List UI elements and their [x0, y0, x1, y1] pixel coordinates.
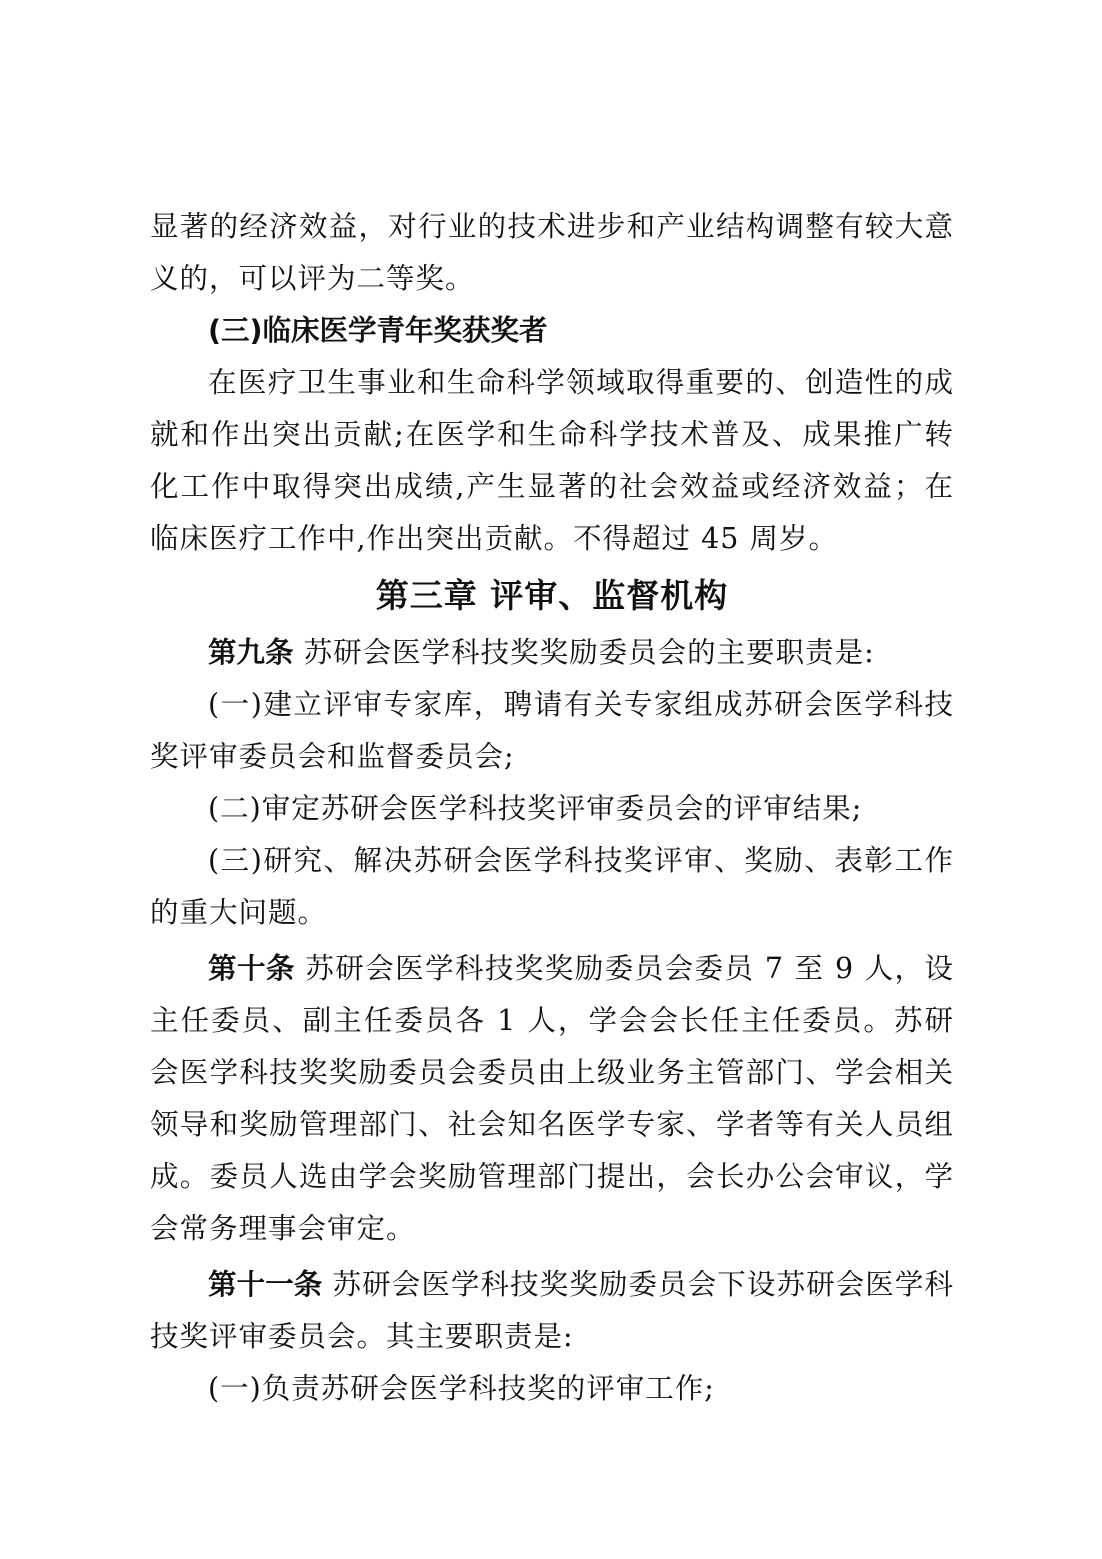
article-9-label: 第九条 [208, 636, 294, 669]
article-9-item-1: (一)建立评审专家库，聘请有关专家组成苏研会医学科技奖评审委员会和监督委员会; [150, 688, 954, 773]
article-11-text: 苏研会医学科技奖奖励委员会下设苏研会医学科技奖评审委员会。其主要职责是: [150, 1268, 954, 1353]
chapter-title: 第三章 评审、监督机构 [375, 576, 729, 615]
section-heading-clinical-youth-award: (三)临床医学青年奖获奖者 [208, 314, 548, 347]
article-10 [150, 943, 954, 1255]
paragraph-clinical-youth-award: 在医疗卫生事业和生命科学领域取得重要的、创造性的成就和作出突出贡献;在医学和生命科学技术普及、成果推广转化工作中取得突出成绩,产生显著的社会效益或经济效益；在临床医疗工作中,作出突出贡献。不得超过 45 周岁。 [150, 366, 954, 555]
article-11-item-1: (一)负责苏研会医学科技奖的评审工作; [208, 1372, 715, 1405]
article-10-label: 第十条 [208, 952, 295, 985]
paragraph-continuation: 显著的经济效益，对行业的技术进步和产业结构调整有较大意义的，可以评为二等奖。 [150, 210, 954, 295]
article-9 [150, 627, 954, 679]
article-11-label: 第十一条 [208, 1268, 323, 1301]
document-page [150, 201, 954, 1415]
article-9-item-3: (三)研究、解决苏研会医学科技奖评审、奖励、表彰工作的重大问题。 [150, 844, 954, 929]
article-9-text: 苏研会医学科技奖奖励委员会的主要职责是: [293, 636, 875, 669]
article-9-item-2: (二)审定苏研会医学科技奖评审委员会的评审结果; [208, 792, 863, 825]
article-10-text: 苏研会医学科技奖奖励委员会委员 7 至 9 人，设主任委员、副主任委员各 1 人，学会会长任主任委员。苏研会医学科技奖奖励委员会委员由上级业务主管部门、学会相关领导和奖励管理部门、社会知名医学专家、学者等有关人员组成。委员人选由学会奖励管理部门提出，会长办公会审议，学会常务理事会审定。 [150, 952, 954, 1245]
article-11 [150, 1259, 954, 1363]
